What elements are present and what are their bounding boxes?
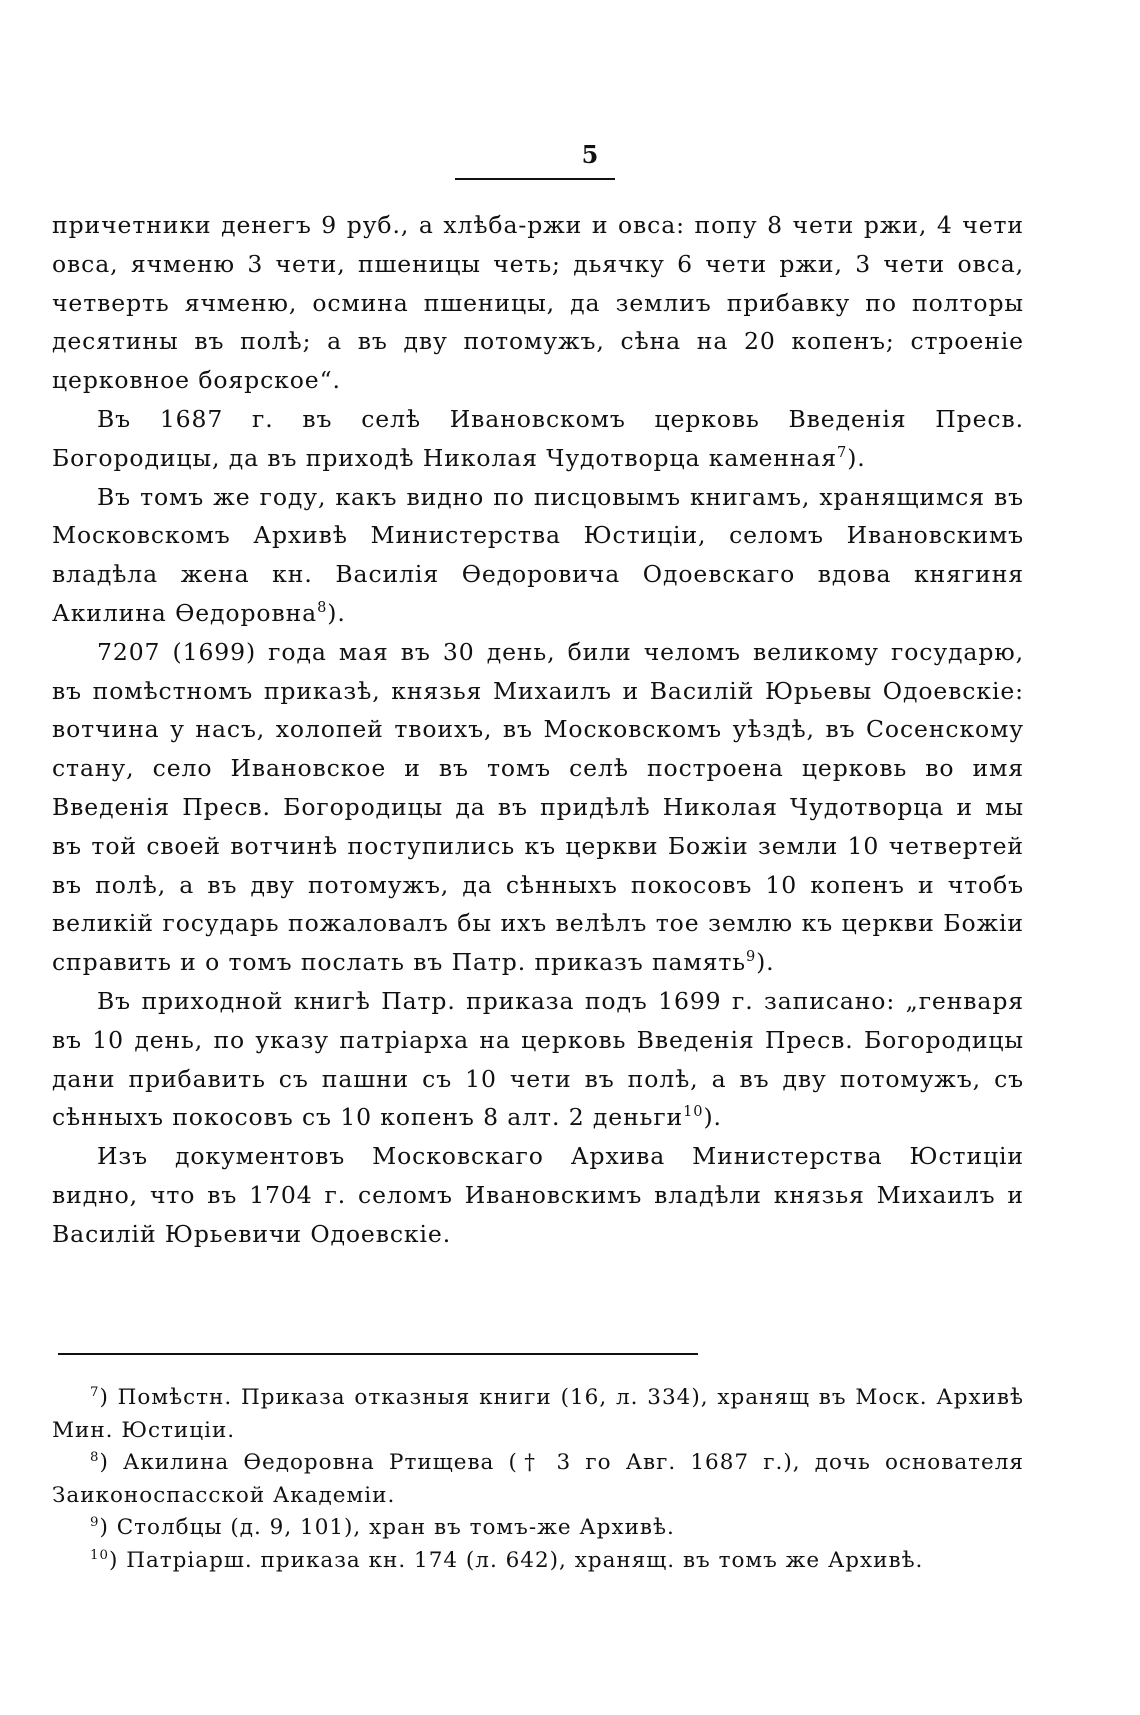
paragraph-text: Въ 1687 г. въ селѣ Ивановскомъ церковь Введенія Пресв. Богородицы, да въ приходѣ Николая Чудотворца каменная bbox=[52, 404, 1024, 472]
footnotes bbox=[52, 1382, 1024, 1577]
paragraph-continued bbox=[52, 206, 1024, 400]
paragraph-text: причетники денегъ 9 руб., а хлѣба-ржи и овса: попу 8 чети ржи, 4 чети овса, ячменю 3 чети, пшеницы четь; дьячку 6 чети ржи, 3 чети овса, четверть ячменю, осмина пшеницы, да землиъ прибавку по полторы десятины въ полѣ; а въ дву потомужъ, сѣна на 20 копенъ; строеніе церковное боярское“. bbox=[52, 211, 1024, 395]
footnote-text: ) Помѣстн. Приказа отказныя книги (16, л. 334), хранящ въ Моск. Архивѣ Мин. Юстиціи. bbox=[52, 1385, 1024, 1443]
footnote-ref: 7 bbox=[837, 443, 848, 461]
body-text bbox=[52, 206, 1024, 1254]
paragraph-tail: ). bbox=[327, 598, 346, 627]
paragraph-income-book bbox=[52, 982, 1024, 1137]
footnote-text: ) Акилина Ѳедоровна Ртищева († 3 го Авг. 1687 г.), дочь основателя Заиконоспасской Академіи. bbox=[52, 1450, 1024, 1508]
paragraph-text: Въ приходной книгѣ Патр. приказа подъ 1699 г. записано: „генваря въ 10 день, по указу патріарха на церковь Введенія Пресв. Богородицы дани прибавить съ пашни съ 10 чети въ полѣ, а въ дву потомужъ, съ сѣнныхъ покосовъ съ 10 копенъ 8 алт. 2 деньги bbox=[52, 986, 1024, 1132]
paragraph-1704-owners bbox=[52, 1137, 1024, 1253]
footnote-9 bbox=[52, 1512, 1024, 1545]
footnote-8 bbox=[52, 1447, 1024, 1512]
paragraph-tail: ). bbox=[703, 1103, 722, 1132]
page-number: 5 bbox=[581, 140, 599, 169]
paragraph-tail: ). bbox=[756, 948, 775, 977]
footnote-rule bbox=[58, 1353, 698, 1355]
paragraph-text: Въ томъ же году, какъ видно по писцовымъ книгамъ, хранящимся въ Московскомъ Архивѣ Министерства Юстиціи, селомъ Ивановскимъ владѣла жена кн. Василія Ѳедоровича Одоевскаго вдова княгиня Акилина Ѳедоровна bbox=[52, 482, 1024, 627]
footnote-ref: 9 bbox=[745, 948, 757, 966]
paragraph-tail: ). bbox=[847, 443, 866, 472]
footnote-10 bbox=[52, 1545, 1024, 1578]
footnote-mark: 9 bbox=[90, 1514, 100, 1530]
footnote-text: ) Столбцы (д. 9, 101), хран въ томъ-же Архивѣ. bbox=[99, 1515, 675, 1540]
header-rule bbox=[455, 178, 615, 180]
footnote-mark: 10 bbox=[90, 1547, 109, 1563]
footnote-text: ) Патріарш. приказа кн. 174 (л. 642), хранящ. въ томъ же Архивѣ. bbox=[108, 1547, 924, 1573]
paragraph-1687-church bbox=[52, 400, 1024, 478]
footnote-mark: 7 bbox=[90, 1384, 100, 1400]
footnote-ref: 8 bbox=[317, 599, 328, 617]
paragraph-scribe-books bbox=[52, 478, 1024, 633]
paragraph-1699-petition bbox=[52, 633, 1024, 982]
footnote-7 bbox=[52, 1382, 1024, 1447]
paragraph-text: 7207 (1699) года мая въ 30 день, били челомъ великому государю, въ помѣстномъ приказѣ, князья Михаилъ и Василій Юрьевы Одоевскіе: вотчина у насъ, холопей твоихъ, въ Московскомъ уѣздѣ, въ Сосенскому стану, село Ивановское и въ томъ селѣ построена церковь во имя Введенія Пресв. Богородицы да въ придѣлѣ Николая Чудотворца и мы въ той своей вотчинѣ поступились къ церкви Божіи земли 10 четвертей въ полѣ, а въ дву потомужъ, да сѣнныхъ покосовъ 10 копенъ и чтобъ великій государь пожаловалъ бы ихъ велѣлъ тое землю къ церкви Божіи справить и о томъ послать въ Патр. приказъ память bbox=[52, 637, 1024, 977]
footnote-ref: 10 bbox=[683, 1103, 704, 1121]
footnote-mark: 8 bbox=[90, 1449, 100, 1465]
paragraph-text: Изъ документовъ Московскаго Архива Министерства Юстиціи видно, что въ 1704 г. селомъ Ивановскимъ владѣли князья Михаилъ и Василій Юрьевичи Одоевскіе. bbox=[52, 1142, 1024, 1248]
